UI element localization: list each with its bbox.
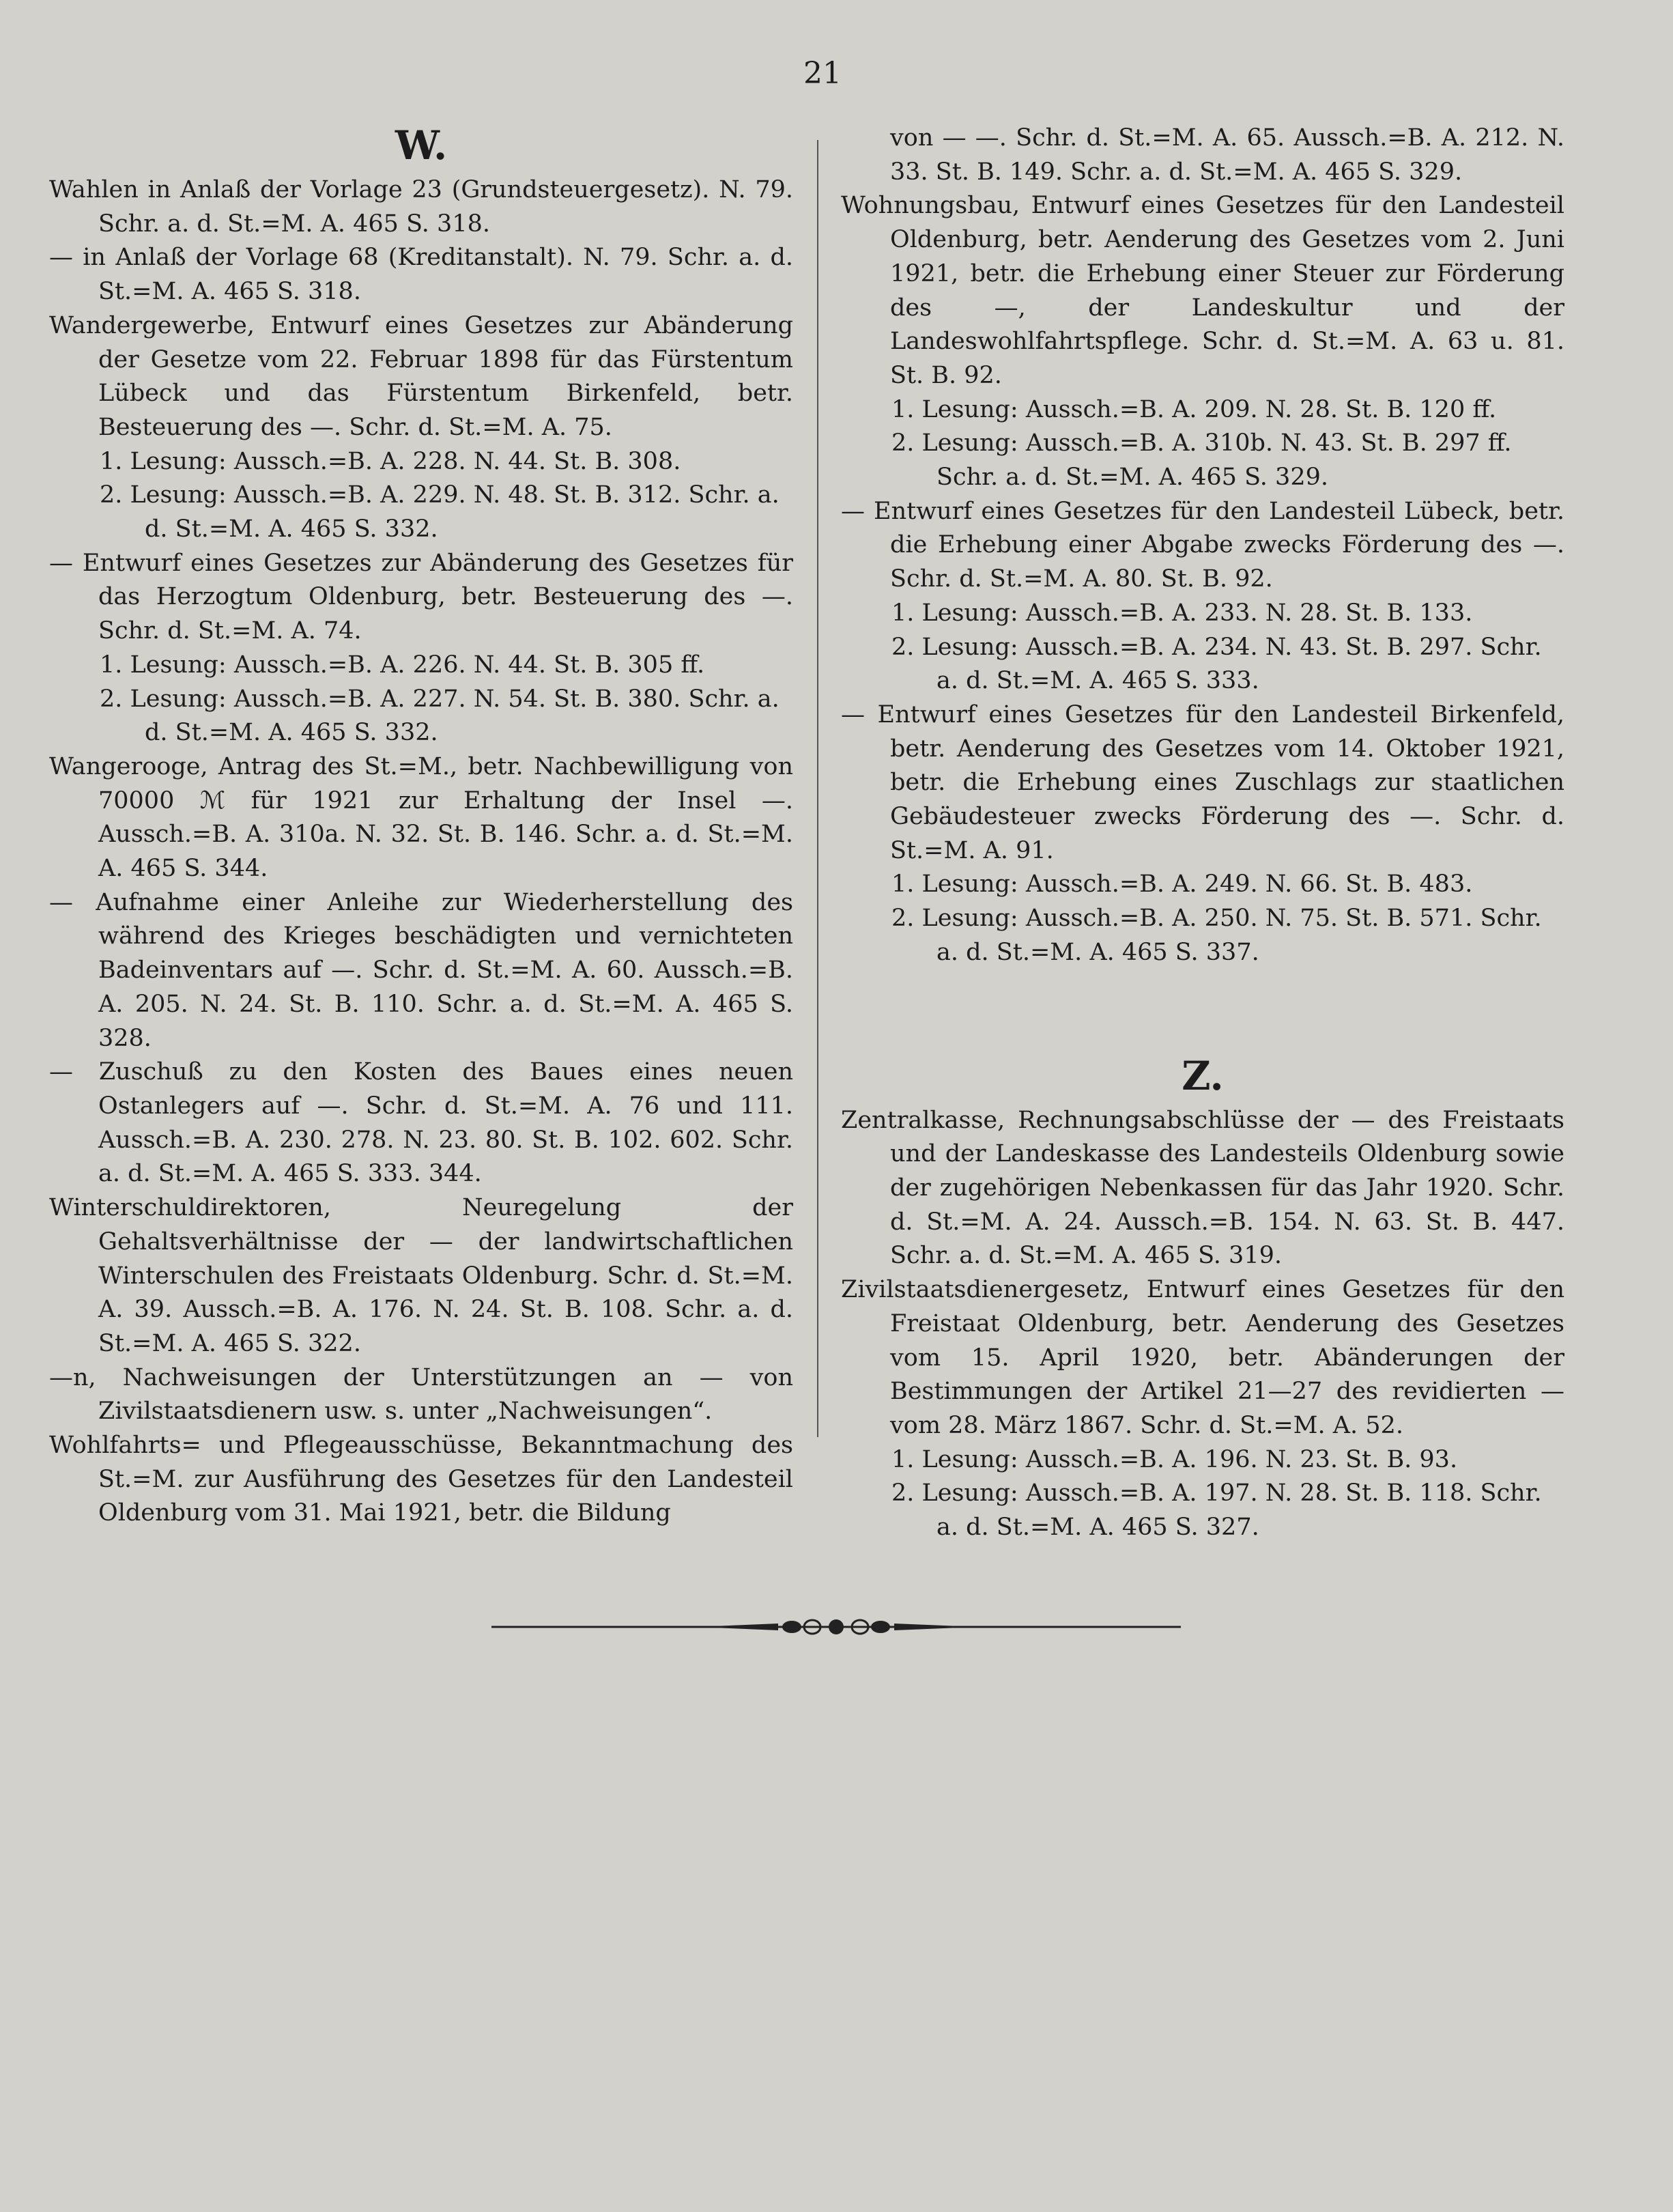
reading-line: 2. Lesung: Aussch.=B. A. 250. N. 75. St. B. 571. Schr. a. d. St.=M. A. 465 S. 337.: [891, 905, 1542, 966]
column-divider: [817, 140, 818, 1437]
reading-line: 1. Lesung: Aussch.=B. A. 196. N. 23. St. B. 93.: [891, 1445, 1458, 1473]
reading-line: 1. Lesung: Aussch.=B. A. 249. N. 66. St. B. 483.: [891, 870, 1473, 898]
reading-line: 2. Lesung: Aussch.=B. A. 197. N. 28. St. B. 118. Schr. a. d. St.=M. A. 465 S. 327.: [891, 1479, 1542, 1542]
reading-line: 1. Lesung: Aussch.=B. A. 233. N. 28. St. B. 133.: [891, 599, 1473, 627]
index-entry: — Entwurf eines Gesetzes für den Landesteil Lübeck, betr. die Erhebung einer Abgabe zwecks Förderung des —. Schr. d. St.=M. A. 80. St. B. 92.: [841, 497, 1564, 593]
right-column-entries-bottom: [841, 1104, 1564, 1545]
index-entry: — Entwurf eines Gesetzes zur Abänderung des Gesetzes für das Herzogtum Oldenburg, betr. Besteuerung des —. Schr. d. St.=M. A. 74.: [49, 549, 793, 645]
index-entry: von — —. Schr. d. St.=M. A. 65. Aussch.=B. A. 212. N. 33. St. B. 149. Schr. a. d. St.=M. A. 465 S. 329.: [890, 124, 1564, 186]
index-entry: Wohnungsbau, Entwurf eines Gesetzes für den Landesteil Oldenburg, betr. Aenderung des Gesetzes vom 2. Juni 1921, betr. die Erhebung einer Steuer zur Förderung des —, der Landeskultur und der Landeswohlfahrtspflege. Schr. d. St.=M. A. 63 u. 81. St. B. 92.: [841, 192, 1564, 389]
reading-line: 1. Lesung: Aussch.=B. A. 209. N. 28. St. B. 120 ff.: [891, 395, 1497, 423]
reading-line: 1. Lesung: Aussch.=B. A. 226. N. 44. St. B. 305 ff.: [100, 651, 705, 679]
reading-line: 2. Lesung: Aussch.=B. A. 229. N. 48. St. B. 312. Schr. a. d. St.=M. A. 465 S. 332.: [100, 481, 780, 543]
section-heading-z: Z.: [1182, 1052, 1224, 1099]
page-number: 21: [803, 56, 842, 91]
index-entry: Wangerooge, Antrag des St.=M., betr. Nachbewilligung von 70000 ℳ für 1921 zur Erhaltung der Insel —. Aussch.=B. A. 310a. N. 32. St. B. 146. Schr. a. d. St.=M. A. 465 S. 344.: [49, 752, 793, 883]
ornament-divider: [491, 1617, 1181, 1637]
left-column-entries: [49, 173, 793, 1531]
left-column: [49, 122, 793, 1531]
reading-line: 2. Lesung: Aussch.=B. A. 310b. N. 43. St. B. 297 ff. Schr. a. d. St.=M. A. 465 S. 329.: [891, 429, 1512, 492]
index-entry: Zivilstaatsdienergesetz, Entwurf eines Gesetzes für den Freistaat Oldenburg, betr. Aenderung des Gesetzes vom 15. April 1920, betr. Abänderungen der Bestimmungen der Artikel 21—27 des revidierten — vom 28. März 1867. Schr. d. St.=M. A. 52.: [841, 1276, 1564, 1439]
index-entry: Wohlfahrts= und Pflegeausschüsse, Bekanntmachung des St.=M. zur Ausführung des Gesetzes für den Landesteil Oldenburg vom 31. Mai 1921, betr. die Bildung: [49, 1432, 793, 1527]
index-entry: Wandergewerbe, Entwurf eines Gesetzes zur Abänderung der Gesetze vom 22. Februar 1898 für das Fürstentum Lübeck und das Fürstentum Birkenfeld, betr. Besteuerung des —. Schr. d. St.=M. A. 75.: [49, 311, 793, 441]
reading-line: 2. Lesung: Aussch.=B. A. 234. N. 43. St. B. 297. Schr. a. d. St.=M. A. 465 S. 333.: [891, 633, 1542, 695]
section-heading-w: W.: [395, 122, 448, 169]
reading-line: 2. Lesung: Aussch.=B. A. 227. N. 54. St. B. 380. Schr. a. d. St.=M. A. 465 S. 332.: [100, 685, 780, 747]
reading-line: 1. Lesung: Aussch.=B. A. 228. N. 44. St. B. 308.: [100, 447, 681, 475]
index-entry: — Aufnahme einer Anleihe zur Wiederherstellung des während des Krieges beschädigten und vernichteten Badeinventars auf —. Schr. d. St.=M. A. 60. Aussch.=B. A. 205. N. 24. St. B. 110. Schr. a. d. St.=M. A. 465 S. 328.: [49, 888, 793, 1052]
right-column-entries-top: [841, 122, 1564, 970]
index-entry: —n, Nachweisungen der Unterstützungen an — von Zivilstaatsdienern usw. s. unter „Nachweisungen“.: [49, 1363, 793, 1426]
index-entry: — in Anlaß der Vorlage 68 (Kreditanstalt). N. 79. Schr. a. d. St.=M. A. 465 S. 318.: [49, 244, 793, 306]
index-entry: Zentralkasse, Rechnungsabschlüsse der — des Freistaats und der Landeskasse des Landesteils Oldenburg sowie der zugehörigen Nebenkassen für das Jahr 1920. Schr. d. St.=M. A. 24. Aussch.=B. 154. N. 63. St. B. 447. Schr. a. d. St.=M. A. 465 S. 319.: [841, 1106, 1564, 1270]
index-entry: — Zuschuß zu den Kosten des Baues eines neuen Ostanlegers auf —. Schr. d. St.=M. A. 76 und 111. Aussch.=B. A. 230. 278. N. 23. 80. St. B. 102. 602. Schr. a. d. St.=M. A. 465 S. 333. 344.: [49, 1058, 793, 1188]
index-entry: Wahlen in Anlaß der Vorlage 23 (Grundsteuergesetz). N. 79. Schr. a. d. St.=M. A. 465 S. 318.: [49, 176, 793, 238]
index-entry: Winterschuldirektoren, Neuregelung der Gehaltsverhältnisse der — der landwirtschaftlichen Winterschulen des Freistaats Oldenburg. Schr. d. St.=M. A. 39. Aussch.=B. A. 176. N. 24. St. B. 108. Schr. a. d. St.=M. A. 465 S. 322.: [49, 1194, 793, 1357]
index-entry: — Entwurf eines Gesetzes für den Landesteil Birkenfeld, betr. Aenderung des Gesetzes vom 14. Oktober 1921, betr. die Erhebung eines Zuschlags zur staatlichen Gebäudesteuer zwecks Förderung des —. Schr. d. St.=M. A. 91.: [841, 700, 1564, 864]
right-column: [841, 122, 1564, 1545]
section-gap: [841, 970, 1564, 1052]
